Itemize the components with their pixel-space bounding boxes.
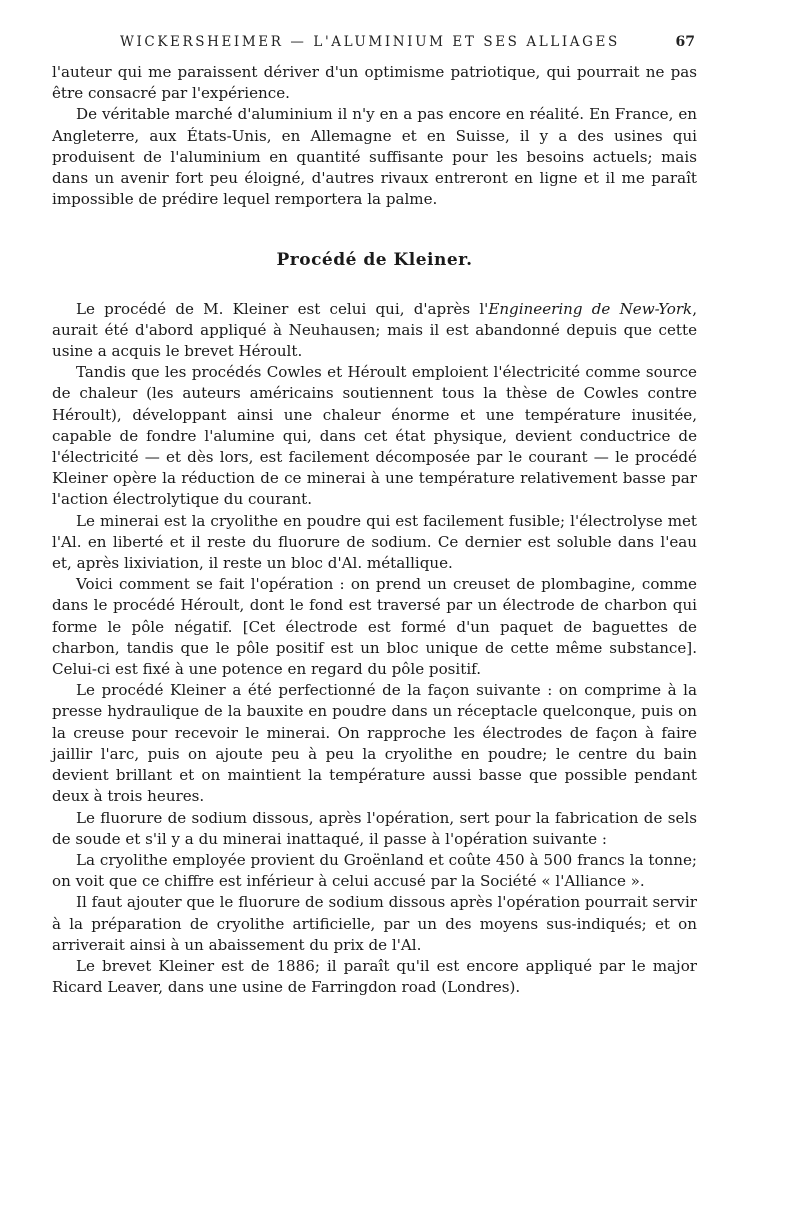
paragraph-comparison: Tandis que les procédés Cowles et Héroult emploient l'électricité comme source de chaleur (les auteurs américains soutiennent tous la thèse de Cowles contre Héroult), développant ainsi une chaleur énorme et une température inusitée, capable de fondre l'alumine qui, dans cet état physique, devient conductrice de l'électricité — et dès lors, est facilement décomposée par le courant — le procédé Kleiner opère la réduction de ce minerai à une température relativement basse par l'action électrolytique du courant. <box>52 363 697 509</box>
paragraph-continuation: l'auteur qui me paraissent dériver d'un optimisme patriotique, qui pourrait ne pas être consacré par l'expérience. <box>52 63 697 103</box>
paragraph-fluoride: Le fluorure de sodium dissous, après l'opération, sert pour la fabrication de sels de soude et s'il y a du minerai inattaqué, il passe à l'opération suivante : <box>52 808 697 848</box>
page-body <box>52 62 697 998</box>
paragraph-artificial-cryolite: Il faut ajouter que le fluorure de sodium dissous après l'opération pourrait servir à la préparation de cryolithe artificielle, par un des moyens sus-indiqués; et on arriverait ainsi à un abaissement du prix de l'Al. <box>52 893 697 954</box>
paragraph-operation: Voici comment se fait l'opération : on prend un creuset de plombagine, comme dans le procédé Héroult, dont le fond est traversé par un électrode de charbon qui forme le pôle négatif. [Cet électrode est formé d'un paquet de baguettes de charbon, tandis que le pôle positif est un bloc unique de cette même substance]. Celui-ci est fixé à une potence en regard du pôle positif. <box>52 575 697 679</box>
paragraph-kleiner-intro <box>52 299 697 363</box>
paragraph-text: , aurait été d'abord appliqué à Neuhausen; mais il est abandonné depuis que cette usine a acquis le brevet Héroult. <box>52 299 697 361</box>
page-number: 67 <box>675 34 695 50</box>
page-header <box>120 34 695 50</box>
journal-title: Engineering de New-York <box>488 299 693 318</box>
paragraph-text: Le procédé de M. Kleiner est celui qui, d'après l' <box>76 299 489 318</box>
paragraph-improvement: Le procédé Kleiner a été perfectionné de la façon suivante : on comprime à la presse hydraulique de la bauxite en poudre dans un réceptacle quelconque, puis on la creuse pour recevoir le minerai. On rapproche les électrodes de façon à faire jaillir l'arc, puis on ajoute peu à peu la cryolithe en poudre; le centre du bain devient brillant et on maintient la température aussi basse que possible pendant deux à trois heures. <box>52 681 697 806</box>
paragraph-market: De véritable marché d'aluminium il n'y en a pas encore en réalité. En France, en Angleterre, aux États-Unis, en Allemagne et en Suisse, il y a des usines qui produisent de l'aluminium en quantité suffisante pour les besoins actuels; mais dans un avenir fort peu éloigné, d'autres rivaux entreront en ligne et il me paraît impossible de prédire lequel remportera la palme. <box>52 105 697 209</box>
paragraph-mineral: Le minerai est la cryolithe en poudre qui est facilement fusible; l'électrolyse met l'Al. en liberté et il reste du fluorure de sodium. Ce dernier est soluble dans l'eau et, après lixiviation, il reste un bloc d'Al. métallique. <box>52 511 697 573</box>
paragraph-cryolite-cost: La cryolithe employée provient du Groënland et coûte 450 à 500 francs la tonne; on voit que ce chiffre est inférieur à celui accusé par la Société « l'Alliance ». <box>52 850 697 891</box>
section-title: Procédé de Kleiner. <box>276 250 473 271</box>
paragraph-patent: Le brevet Kleiner est de 1886; il paraît qu'il est encore appliqué par le major Ricard Leaver, dans une usine de Farringdon road (Londres). <box>52 956 697 997</box>
running-title: WICKERSHEIMER — L'ALUMINIUM ET SES ALLIAGES <box>120 34 620 50</box>
